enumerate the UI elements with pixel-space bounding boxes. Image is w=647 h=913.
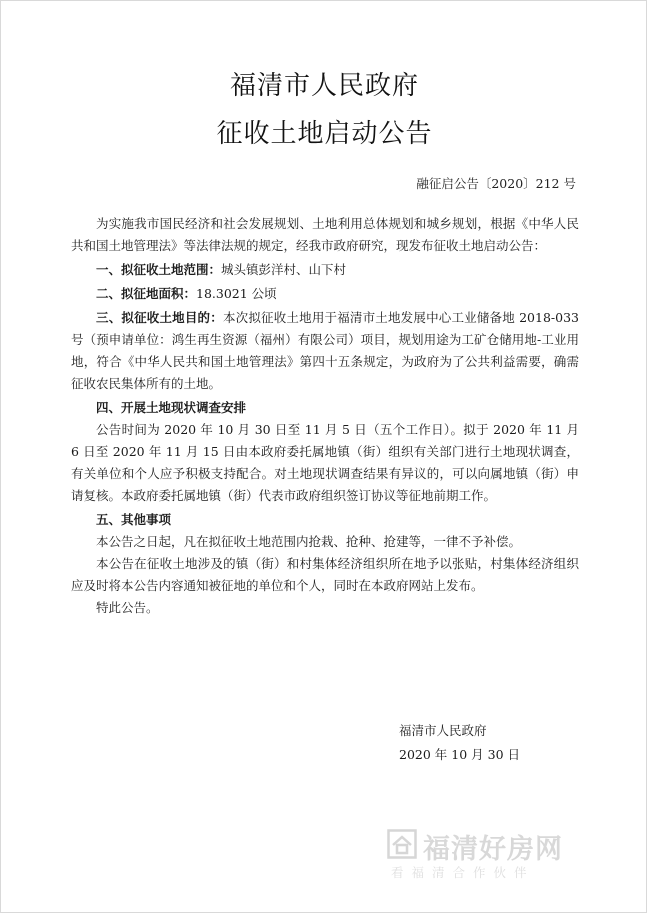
document-number: 融征启公告〔2020〕212 号 xyxy=(416,176,576,191)
watermark-slogan: 看福清合作伙伴 xyxy=(391,865,535,880)
section-other-text-2: 本公告在征收土地涉及的镇（街）和村集体经济组织所在地予以张贴，村集体经济组织应及时将本公告内容通知被征地的单位和个人，同时在本政府网站上发布。 xyxy=(71,556,579,593)
section-other-text-1: 本公告之日起，凡在拟征收土地范围内抢栽、抢种、抢建等，一律不予补偿。 xyxy=(96,534,522,549)
signature-date: 2020 年 10 月 30 日 xyxy=(399,747,520,762)
section-other-heading: 五、其他事项 xyxy=(96,512,172,527)
closing-line: 特此公告。 xyxy=(96,600,159,615)
section-survey-text: 公告时间为 2020 年 10 月 30 日至 11 月 5 日（五个工作日）。拟于 2020 年 11 月 6 日至 2020 年 11 月 15 日由本政府委托属地镇（街）组织有关部门进行土地现状调查，有关单位和个人应予积极支持配合。对土地现状调查结果有异议的，可以向属地镇（街）申请复核。本政府委托属地镇（街）代表市政府组织签订协议等征地前期工作。 xyxy=(71,422,579,503)
section-land-scope xyxy=(71,259,579,281)
house-logo-icon xyxy=(387,829,417,859)
notice-body xyxy=(71,213,579,619)
section-land-purpose xyxy=(71,307,579,395)
section-text: 城头镇彭洋村、山下村 xyxy=(221,262,347,277)
title-issuer: 福清市人民政府 xyxy=(229,71,419,101)
watermark xyxy=(387,827,617,887)
section-heading: 一、拟征收土地范围： xyxy=(96,262,222,277)
section-land-area xyxy=(71,283,579,305)
section-heading: 三、拟征收土地目的： xyxy=(96,310,223,325)
section-survey-heading: 四、开展土地现状调查安排 xyxy=(96,400,247,415)
section-heading: 二、拟征地面积： xyxy=(96,286,197,301)
section-text: 18.3021 公顷 xyxy=(196,286,277,301)
section-text: 本次拟征收土地用于福清市土地发展中心工业储备地 2018-033 号（预申请单位：鸿生再生资源（福州）有限公司）项目，规划用途为工矿仓储用地-工业用地，符合《中华人民共和国土地管理法》第四十五条规定，为政府为了公共利益需要，确需征收农民集体所有的土地。 xyxy=(71,310,579,391)
intro-paragraph: 为实施我市国民经济和社会发展规划、土地利用总体规划和城乡规划，根据《中华人民共和国土地管理法》等法律法规的规定，经我市政府研究，现发布征收土地启动公告： xyxy=(71,216,579,253)
signature-org: 福清市人民政府 xyxy=(399,723,487,738)
title-notice: 征收土地启动公告 xyxy=(216,119,433,149)
watermark-name: 福清好房网 xyxy=(423,834,563,865)
